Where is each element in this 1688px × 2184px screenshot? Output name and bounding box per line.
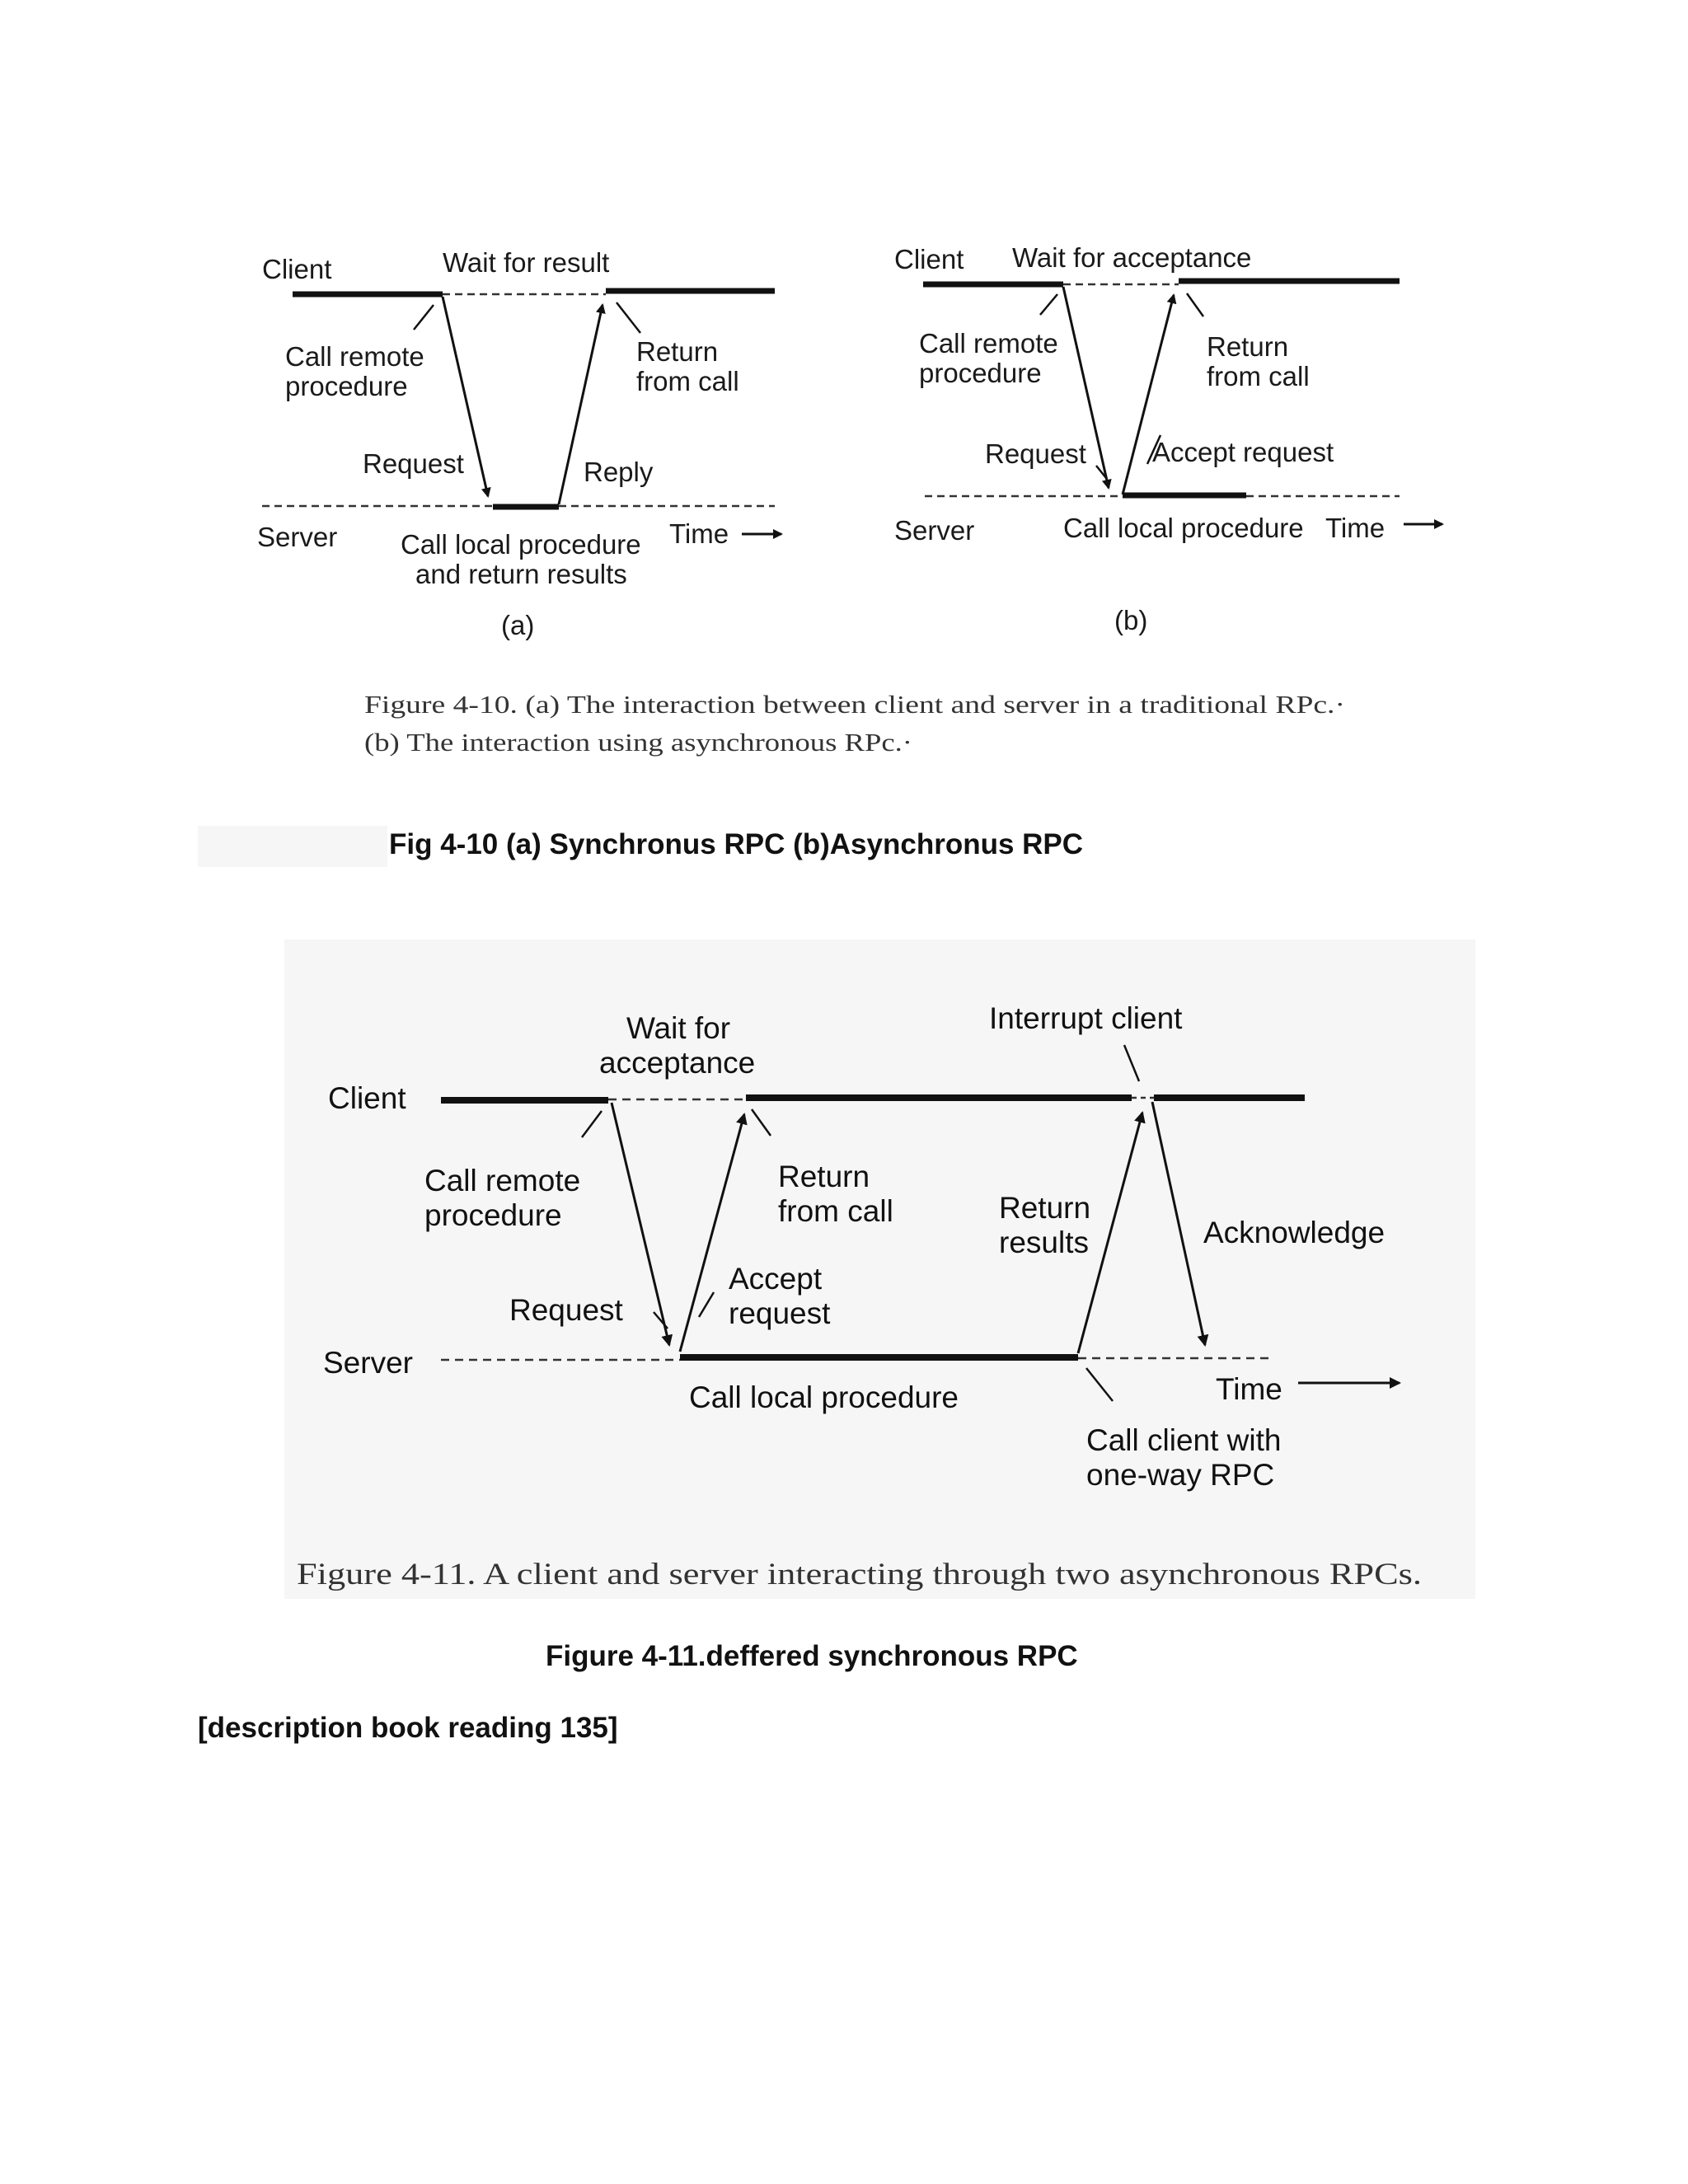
note1-highlight bbox=[198, 826, 387, 867]
fig11-call-remote-label: Call remote bbox=[424, 1164, 581, 1197]
b-wait-label: Wait for acceptance bbox=[1012, 242, 1252, 273]
figure-4-11-caption: Figure 4-11. A client and server interacting through two asynchronous RPCs. bbox=[297, 1558, 1422, 1591]
fig11-request-label: Request bbox=[509, 1293, 623, 1327]
b-return-label: Return bbox=[1207, 331, 1289, 362]
fig11-time-label: Time bbox=[1216, 1372, 1282, 1406]
b-server-label: Server bbox=[894, 515, 975, 546]
fig11-accept-label: Accept bbox=[729, 1262, 823, 1296]
note-description-reference: [description book reading 135] bbox=[198, 1712, 618, 1744]
fig11-one-way-label: Call client with bbox=[1086, 1423, 1282, 1457]
b-call-remote-label-2: procedure bbox=[919, 358, 1042, 388]
fig11-call-remote-label-2: procedure bbox=[424, 1198, 562, 1232]
a-server-label: Server bbox=[257, 522, 338, 552]
a-client-label: Client bbox=[262, 254, 332, 284]
b-request-label: Request bbox=[985, 438, 1086, 469]
b-local-label: Call local procedure bbox=[1063, 513, 1304, 543]
b-tag: (b) bbox=[1114, 605, 1148, 635]
fig11-return-label: Return bbox=[778, 1160, 870, 1193]
fig11-return-results-label-2: results bbox=[999, 1226, 1089, 1259]
fig11-acknowledge-label: Acknowledge bbox=[1203, 1216, 1386, 1249]
a-return-label: Return bbox=[636, 336, 719, 367]
note-fig-4-10-title: Fig 4-10 (a) Synchronus RPC (b)Asynchronus RPC bbox=[389, 828, 1084, 860]
a-local-label: Call local procedure bbox=[401, 529, 641, 560]
fig11-return-results-label: Return bbox=[999, 1191, 1091, 1225]
b-return-label-2: from call bbox=[1207, 361, 1310, 391]
a-request-label: Request bbox=[363, 448, 464, 479]
diagram-a-sync-rpc bbox=[257, 247, 781, 640]
a-call-remote-label-2: procedure bbox=[285, 371, 408, 401]
fig11-interrupt-label: Interrupt client bbox=[989, 1001, 1183, 1035]
figure-4-10-caption-line-2: (b) The interaction using asynchronous RPc.· bbox=[364, 728, 912, 757]
fig11-return-label-2: from call bbox=[778, 1194, 893, 1228]
figure-4-10-caption-line-1: Figure 4-10. (a) The interaction between client and server in a traditional RPc.· bbox=[364, 690, 1345, 719]
a-call-remote-label: Call remote bbox=[285, 341, 424, 372]
fig11-client-label: Client bbox=[328, 1081, 406, 1115]
figure-4-11 bbox=[0, 940, 1688, 1599]
fig11-one-way-label-2: one-way RPC bbox=[1086, 1458, 1275, 1492]
fig11-wait-label: Wait for bbox=[626, 1011, 731, 1045]
a-local-label-2: and return results bbox=[415, 559, 627, 589]
fig11-accept-label-2: request bbox=[729, 1296, 831, 1330]
b-accept-label: Accept request bbox=[1152, 437, 1334, 467]
a-time-label: Time bbox=[669, 518, 729, 549]
fig11-wait-label-2: acceptance bbox=[599, 1046, 756, 1080]
note-fig-4-11-title: Figure 4-11.deffered synchronous RPC bbox=[546, 1640, 1078, 1672]
diagram-b-async-rpc bbox=[894, 242, 1442, 635]
a-reply-label: Reply bbox=[584, 457, 654, 487]
b-call-remote-label: Call remote bbox=[919, 328, 1058, 359]
figure-4-10 bbox=[0, 0, 1688, 791]
b-client-label: Client bbox=[894, 244, 964, 274]
a-wait-label: Wait for result bbox=[443, 247, 610, 278]
fig11-server-label: Server bbox=[323, 1346, 413, 1380]
b-time-label: Time bbox=[1325, 513, 1386, 543]
fig11-local-label: Call local procedure bbox=[689, 1380, 959, 1414]
a-tag: (a) bbox=[501, 610, 535, 640]
a-return-label-2: from call bbox=[636, 366, 739, 396]
